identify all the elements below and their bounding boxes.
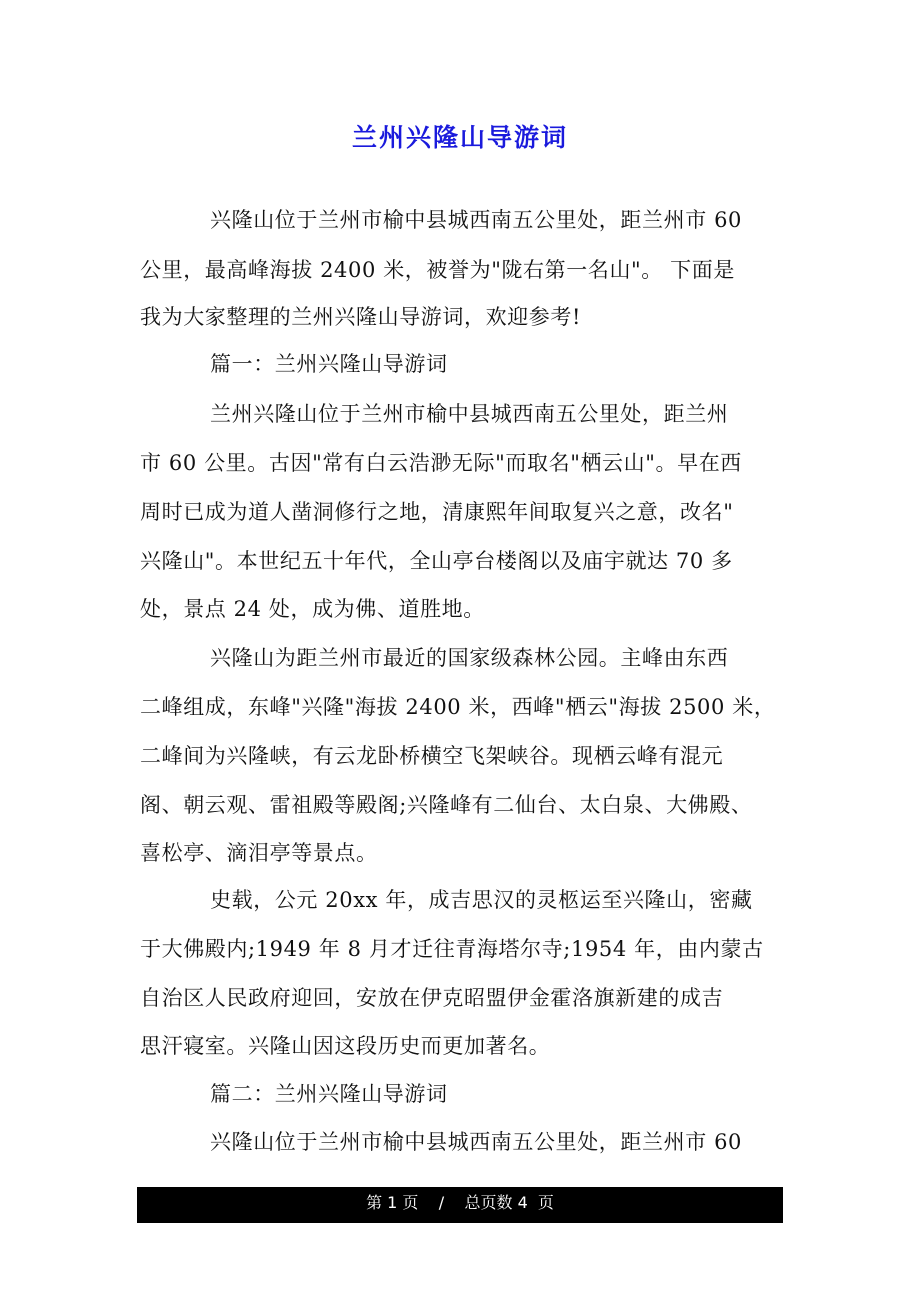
section-heading: 篇一：兰州兴隆山导游词 [210,352,448,376]
text-line: 史载，公元 20xx 年，成吉思汉的灵柩运至兴隆山，密藏 [210,888,753,912]
text-line: 兴隆山位于兰州市榆中县城西南五公里处，距兰州市 60 [210,1130,742,1154]
text-line: 兴隆山"。本世纪五十年代，全山亭台楼阁以及庙宇就达 70 多 [140,549,733,573]
text-line: 兴隆山位于兰州市榆中县城西南五公里处，距兰州市 60 [210,208,742,232]
text-line: 处，景点 24 处，成为佛、道胜地。 [140,597,485,621]
text-line: 阁、朝云观、雷祖殿等殿阁;兴隆峰有二仙台、太白泉、大佛殿、 [140,793,753,817]
text-line: 于大佛殿内;1949 年 8 月才迁往青海塔尔寺;1954 年，由内蒙古 [140,937,764,961]
page-footer: 第 1 页 / 总页数 4 页 [137,1187,783,1223]
text-line: 自治区人民政府迎回，安放在伊克昭盟伊金霍洛旗新建的成吉 [140,986,724,1010]
text-line: 周时已成为道人凿洞修行之地，清康熙年间取复兴之意，改名" [140,500,734,524]
text-line: 兰州兴隆山位于兰州市榆中县城西南五公里处，距兰州 [210,402,729,426]
text-line: 我为大家整理的兰州兴隆山导游词，欢迎参考! [140,305,582,329]
text-line: 二峰间为兴隆峡，有云龙卧桥横空飞架峡谷。现栖云峰有混元 [140,744,724,768]
text-line: 二峰组成，东峰"兴隆"海拔 2400 米，西峰"栖云"海拔 2500 米， [140,695,776,719]
document-title: 兰州兴隆山导游词 [351,123,568,152]
text-line: 公里，最高峰海拔 2400 米，被誉为"陇右第一名山"。 下面是 [140,258,735,282]
text-line: 兴隆山为距兰州市最近的国家级森林公园。主峰由东西 [210,646,729,670]
text-line: 市 60 公里。古因"常有白云浩渺无际"而取名"栖云山"。早在西 [140,451,742,475]
section-heading: 篇二：兰州兴隆山导游词 [210,1082,448,1106]
text-line: 思汗寝室。兴隆山因这段历史而更加著名。 [140,1034,551,1058]
text-line: 喜松亭、滴泪亭等景点。 [140,841,378,865]
